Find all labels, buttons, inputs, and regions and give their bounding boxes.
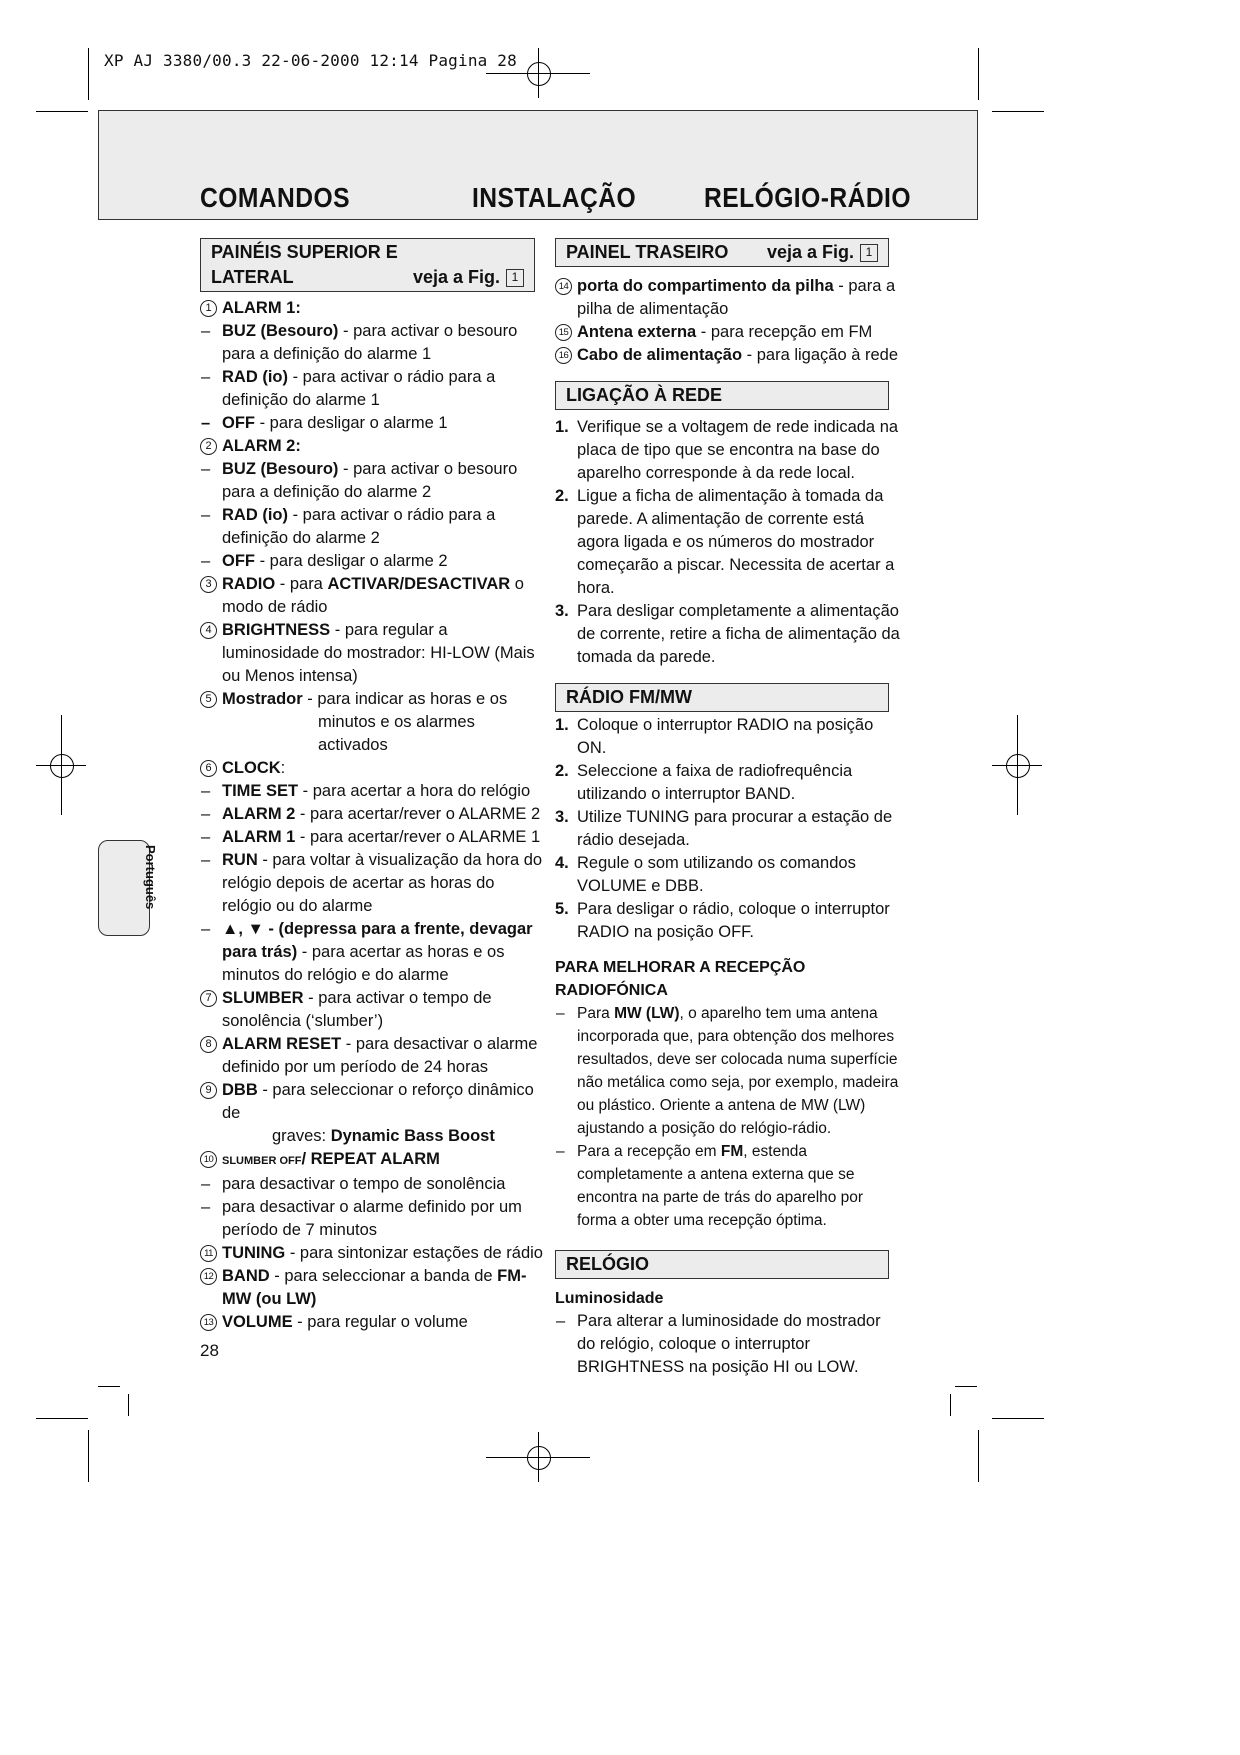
list-item: 13 VOLUME - para regular o volume <box>200 1311 545 1334</box>
list-item: 1. Verifique se a voltagem de rede indicada na placa de tipo que se encontra na base do aparelho corresponde à da rede local. <box>555 418 899 482</box>
list-item: 1 ALARM 1: <box>200 297 545 320</box>
list-item: 3 RADIO - para ACTIVAR/DESACTIVAR o modo de rádio <box>200 573 545 619</box>
list-item: 15 Antena externa - para recepção em FM <box>555 321 901 344</box>
list-item: – OFF - para desligar o alarme 2 <box>201 552 448 570</box>
list-item: 10 SLUMBER OFF/ REPEAT ALARM <box>200 1148 545 1173</box>
list-item: 5. Para desligar o rádio, coloque o interruptor RADIO na posição OFF. <box>555 900 890 941</box>
list-item: 5 Mostrador - para indicar as horas e os minutos e os alarmes activados <box>200 688 545 757</box>
list-item: 6 CLOCK: <box>200 757 545 780</box>
list-item: – Para MW (LW), o aparelho tem uma antena incorporada que, para obtenção dos melhores resultados, deve ser colocada numa superfície não metálica como seja, por exemplo, madeira ou plástico. Oriente a antena de MW (LW) ajustando a posição do relógio-rádio. <box>556 1005 899 1137</box>
list-item: – Para a recepção em FM, estenda completamente a antena externa que se encontra na parte de trás do aparelho por forma a obter uma recepção óptima. <box>556 1143 864 1229</box>
section-header-mains: LIGAÇÃO À REDE <box>555 381 889 410</box>
list-item: – ▲, ▼ - (depressa para a frente, devagar para trás) - para acertar as horas e os minutos do relógio e do alarme <box>201 920 533 984</box>
list-item: – OFF - para desligar o alarme 1 <box>201 414 448 432</box>
list-item: 9 DBB - para seleccionar o reforço dinâmico de graves: Dynamic Bass Boost <box>200 1079 545 1148</box>
figure-ref-box: 1 <box>860 244 878 262</box>
section-header-radio: RÁDIO FM/MW <box>555 683 889 712</box>
list-item: 16 Cabo de alimentação - para ligação à rede <box>555 344 901 367</box>
list-item: 11 TUNING - para sintonizar estações de rádio <box>200 1242 545 1265</box>
list-item: – TIME SET - para acertar a hora do relógio <box>201 782 531 800</box>
print-slug: XP AJ 3380/00.3 22-06-2000 12:14 Pagina 28 <box>104 51 517 70</box>
page-number: 28 <box>200 1341 219 1360</box>
list-item: – ALARM 1 - para acertar/rever o ALARME 1 <box>201 828 541 846</box>
list-item: 4. Regule o som utilizando os comandos VOLUME e DBB. <box>555 854 856 895</box>
section-header-rear-panel: PAINEL TRASEIRO veja a Fig. 1 <box>555 238 889 267</box>
list-item: 4 BRIGHTNESS - para regular a luminosidade do mostrador: HI-LOW (Mais ou Menos intensa) <box>200 619 545 688</box>
list-item: 8 ALARM RESET - para desactivar o alarme definido por um período de 24 horas <box>200 1033 545 1079</box>
list-item: 12 BAND - para seleccionar a banda de FM-MW (ou LW) <box>200 1265 545 1311</box>
section-header-panels: PAINÉIS SUPERIOR E LATERAL veja a Fig. 1 <box>200 238 535 292</box>
list-item: 2 ALARM 2: <box>200 435 545 458</box>
list-item: – RUN - para voltar à visualização da hora do relógio depois de acertar as horas do relógio ou do alarme <box>201 851 543 915</box>
header-relogio-radio: RELÓGIO-RÁDIO <box>704 182 911 213</box>
section-header-clock: RELÓGIO <box>555 1250 889 1279</box>
list-item: – BUZ (Besouro) - para activar o besouro para a definição do alarme 1 <box>201 322 518 363</box>
list-item: 14 porta do compartimento da pilha - para a pilha de alimentação <box>555 275 901 321</box>
subheading-reception: PARA MELHORAR A RECEPÇÃO RADIOFÓNICA <box>555 959 806 999</box>
list-item: 2. Seleccione a faixa de radiofrequência utilizando o interruptor BAND. <box>555 762 853 803</box>
list-item: – ALARM 2 - para acertar/rever o ALARME 2 <box>201 805 541 823</box>
list-item: 3. Para desligar completamente a alimentação de corrente, retire a ficha de alimentação da tomada da parede. <box>555 602 900 666</box>
left-column <box>200 238 545 1334</box>
right-column <box>555 238 901 1379</box>
header-comandos: COMANDOS <box>200 182 350 213</box>
list-item: 2. Ligue a ficha de alimentação à tomada da parede. A alimentação de corrente está agora ligada e os números do mostrador começarão a piscar. Necessita de acertar a hora. <box>555 487 895 597</box>
subheading-brightness: Luminosidade <box>555 1290 664 1307</box>
up-down-arrows-icon: ▲, ▼ <box>222 920 264 938</box>
figure-ref-box: 1 <box>506 269 524 287</box>
list-item: – RAD (io) - para activar o rádio para a definição do alarme 2 <box>201 506 496 547</box>
list-item: – RAD (io) - para activar o rádio para a definição do alarme 1 <box>201 368 496 409</box>
list-item: – para desactivar o alarme definido por um período de 7 minutos <box>201 1198 522 1239</box>
list-item: – para desactivar o tempo de sonolência <box>201 1175 506 1193</box>
list-item: 1. Coloque o interruptor RADIO na posição ON. <box>555 716 874 757</box>
list-item: – BUZ (Besouro) - para activar o besouro para a definição do alarme 2 <box>201 460 518 501</box>
list-item: 3. Utilize TUNING para procurar a estação de rádio desejada. <box>555 808 893 849</box>
list-item: 7 SLUMBER - para activar o tempo de sonolência (‘slumber’) <box>200 987 545 1033</box>
header-instalacao: INSTALAÇÃO <box>472 182 637 213</box>
language-tab-label: Português <box>143 845 158 910</box>
list-item: – Para alterar a luminosidade do mostrador do relógio, coloque o interruptor BRIGHTNESS na posição HI ou LOW. <box>556 1312 881 1376</box>
